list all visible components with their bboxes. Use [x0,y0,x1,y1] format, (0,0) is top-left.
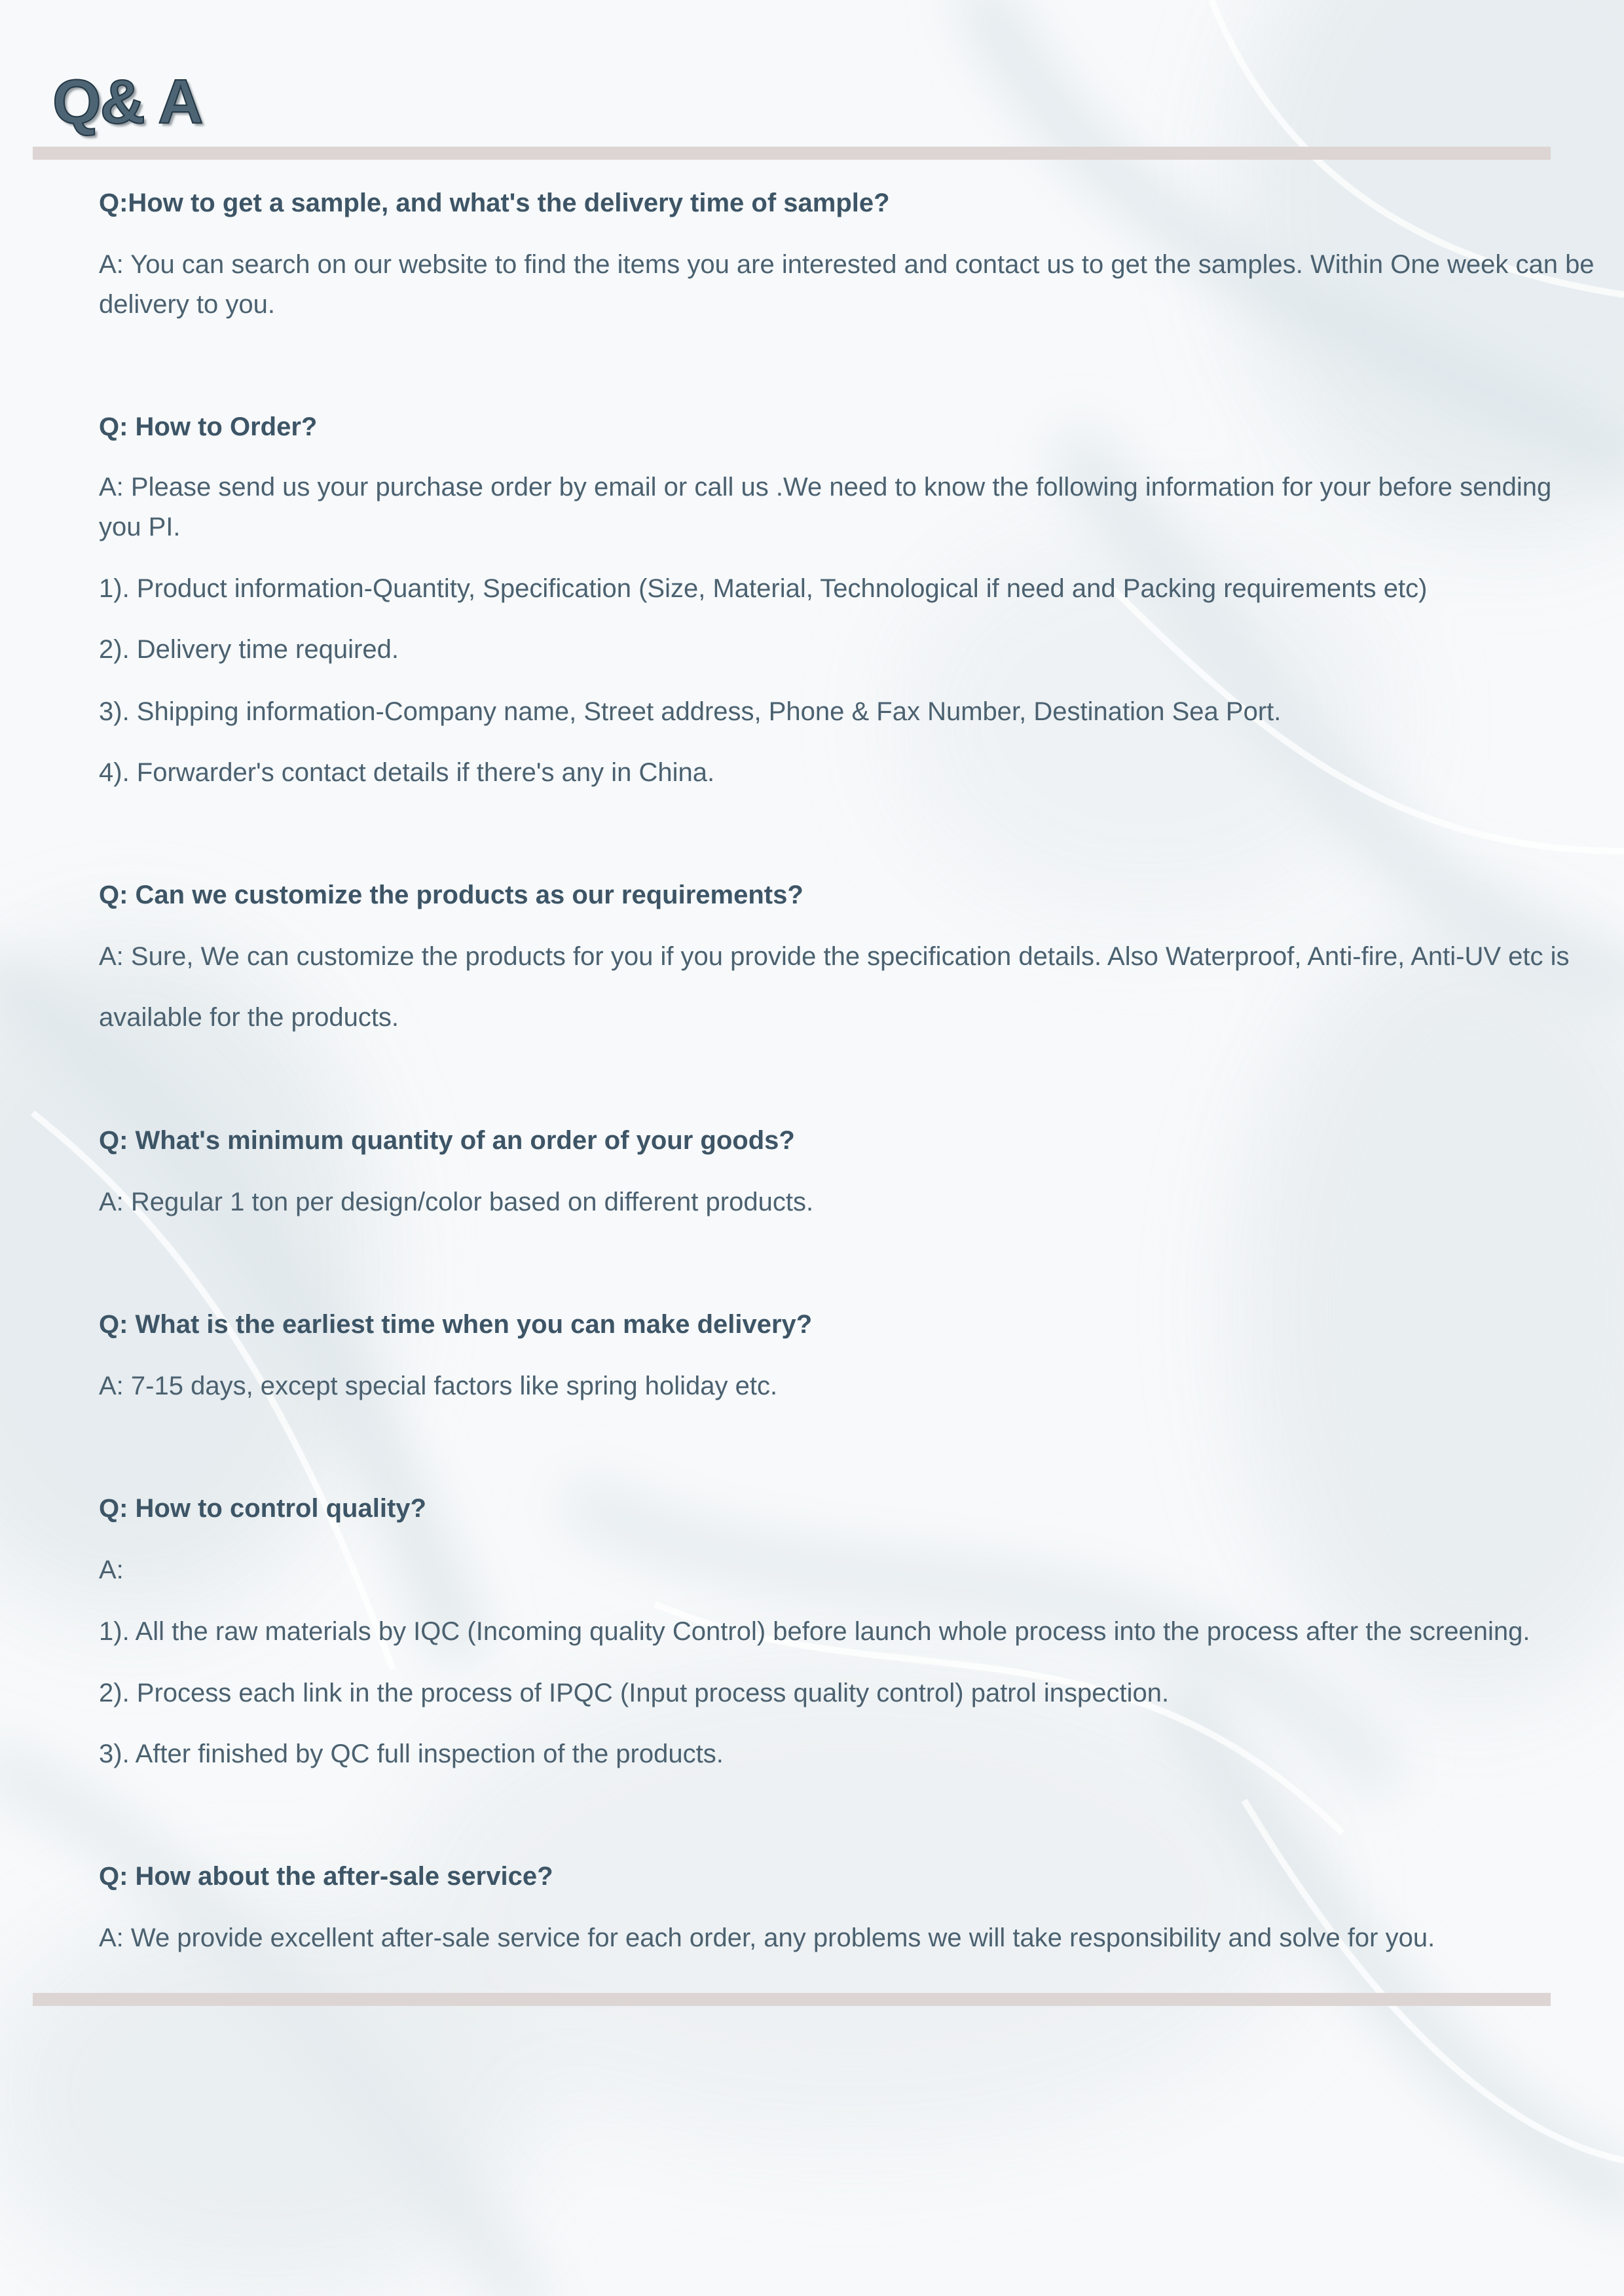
faq-question: Q: How about the after-sale service? [99,1862,553,1891]
faq-question: Q: Can we customize the products as our requirements? [99,881,803,909]
faq-list-item: 3). After finished by QC full inspection of the products. [99,1740,724,1768]
bottom-divider [33,1993,1551,2006]
faq-question: Q: What's minimum quantity of an order of your goods? [99,1126,795,1155]
faq-question: Q: How to Order? [99,412,318,441]
faq-question: Q: What is the earliest time when you can make delivery? [99,1310,813,1339]
faq-answer: A: Sure, We can customize the products for you if you provide the specification details. Also Waterproof, Anti-fire, Anti-UV etc is available for the products. [99,942,1570,1032]
faq-answer: A: Regular 1 ton per design/color based on different products. [99,1188,814,1216]
faq-list-item: 1). All the raw materials by IQC (Incoming quality Control) before launch whole process into the process after the screening. [99,1617,1530,1646]
faq-list-item: 2). Delivery time required. [99,635,399,664]
faq-answer: A: You can search on our website to find the items you are interested and contact us to get the samples. Within One week can be delivery to you. [99,250,1595,319]
faq-answer: A: [99,1556,124,1584]
faq-list-item: 4). Forwarder's contact details if there's any in China. [99,758,715,787]
faq-answer: A: 7-15 days, except special factors like spring holiday etc. [99,1372,778,1400]
faq-answer: A: Please send us your purchase order by email or call us .We need to know the following information for your before sending you PI. [99,473,1552,541]
faq-list-item: 2). Process each link in the process of IPQC (Input process quality control) patrol inspection. [99,1679,1170,1707]
page-title: Q& A [52,67,202,137]
faq-answer: A: We provide excellent after-sale service for each order, any problems we will take responsibility and solve for you. [99,1923,1435,1952]
faq-question: Q: How to control quality? [99,1494,426,1523]
faq-question: Q:How to get a sample, and what's the delivery time of sample? [99,189,890,217]
top-divider [33,147,1551,160]
faq-list-item: 1). Product information-Quantity, Specification (Size, Material, Technological if need and Packing requirements etc) [99,574,1428,603]
faq-list-item: 3). Shipping information-Company name, Street address, Phone & Fax Number, Destination Sea Port. [99,697,1282,726]
